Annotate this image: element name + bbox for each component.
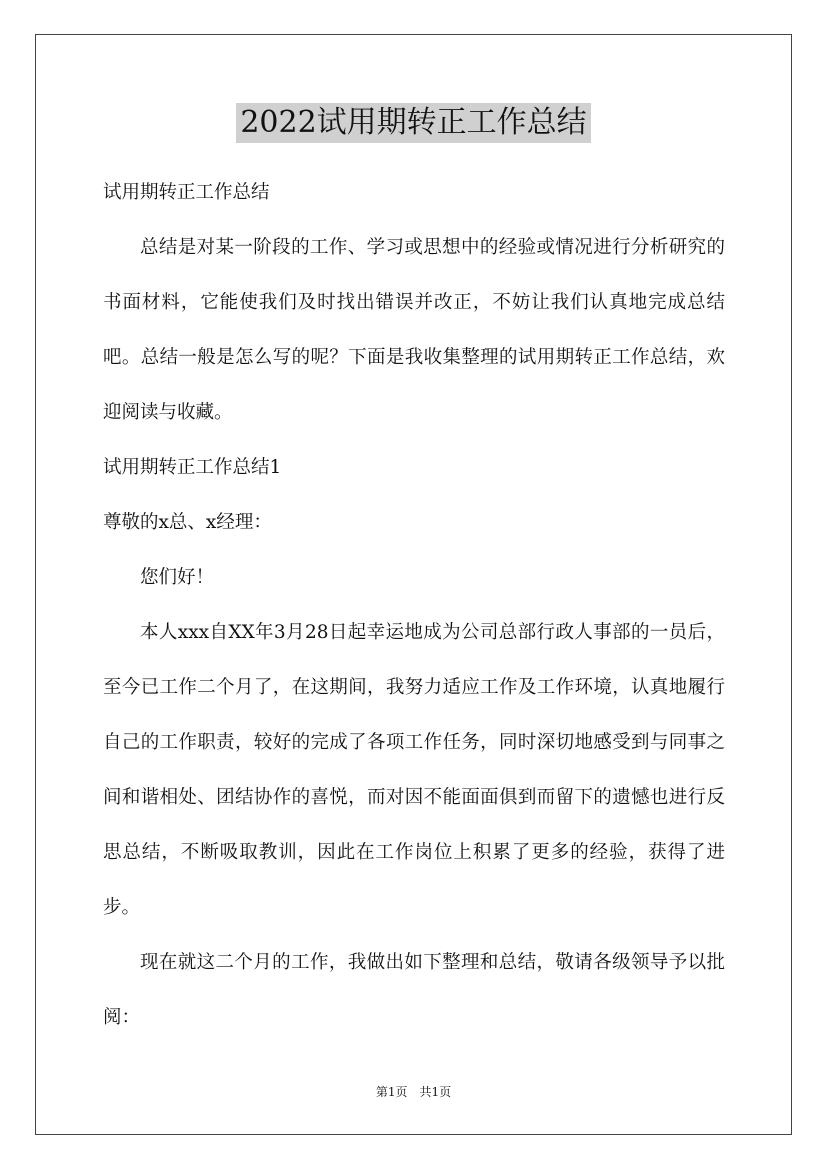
body-paragraph-1: 本人xxx自XX年3月28日起幸运地成为公司总部行政人事部的一员后，至今已工作二个月了，在这期间，我努力适应工作及工作环境，认真地履行自己的工作职责，较好的完成了各项工作任务，同时深切地感受到与同事之间和谐相处、团结协作的喜悦，而对因不能面面俱到而留下的遗憾也进行反思总结，不断吸取教训，因此在工作岗位上积累了更多的经验，获得了进步。 xyxy=(103,622,725,918)
intro-paragraph: 总结是对某一阶段的工作、学习或思想中的经验或情况进行分析研究的书面材料，它能使我们及时找出错误并改正，不妨让我们认真地完成总结吧。总结一般是怎么写的呢？下面是我收集整理的试用期转正工作总结，欢迎阅读与收藏。 xyxy=(103,237,725,423)
page-footer: 第1页 共1页 xyxy=(375,1085,452,1099)
section-heading: 试用期转正工作总结1 xyxy=(103,457,282,478)
document-title: 2022试用期转正工作总结 xyxy=(236,103,590,143)
greeting: 您们好！ xyxy=(140,567,215,588)
salutation: 尊敬的x总、x经理： xyxy=(103,512,272,533)
document-subtitle: 试用期转正工作总结 xyxy=(103,182,270,203)
body-paragraph-2: 现在就这二个月的工作，我做出如下整理和总结，敬请各级领导予以批阅： xyxy=(103,952,725,1028)
document-body xyxy=(103,165,725,1045)
title-container xyxy=(0,103,827,143)
